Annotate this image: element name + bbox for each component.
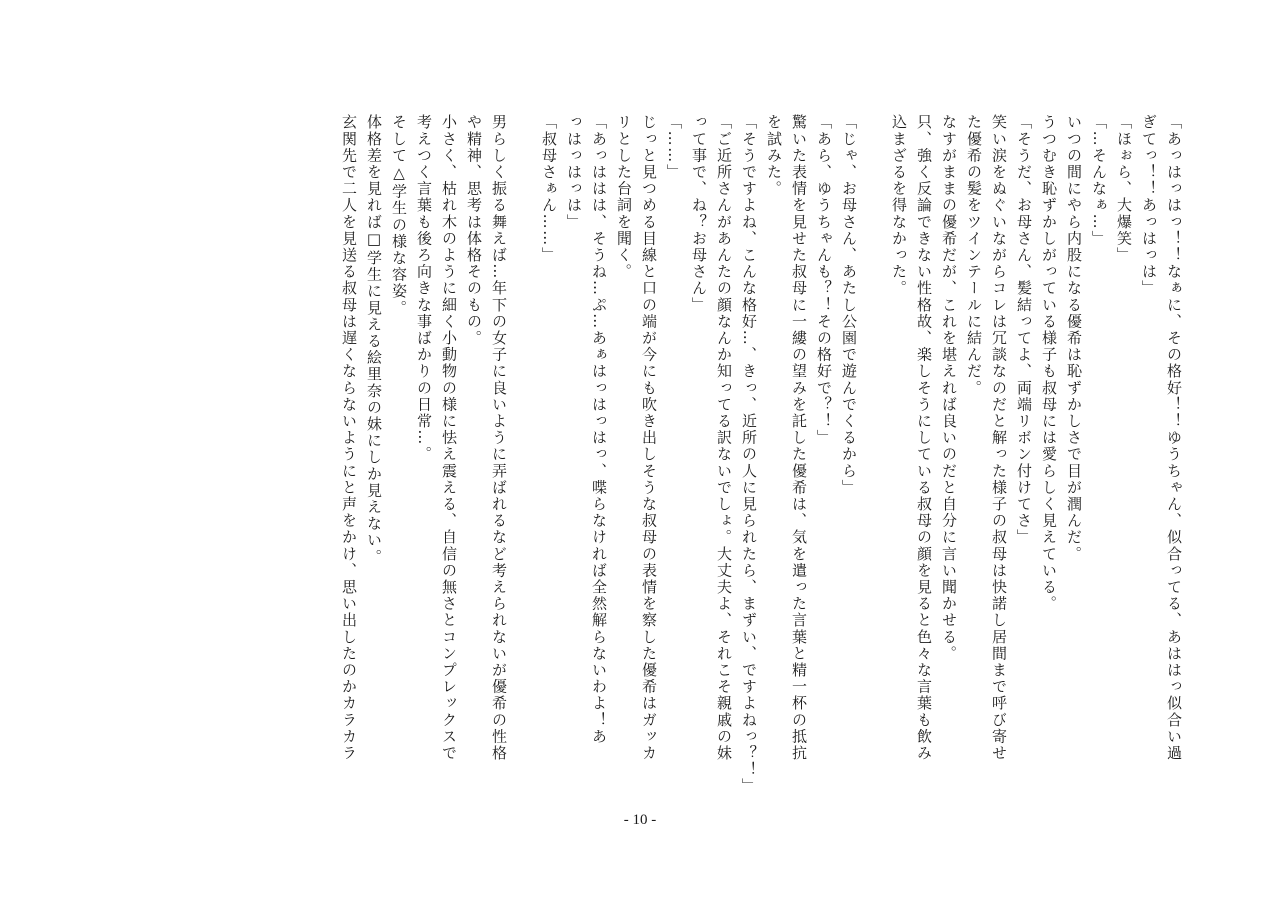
text-line: なすがままの優希だが、これを堪えれば良いのだと自分に言い聞かせる。 (940, 114, 958, 662)
text-line: じっと見つめる目線と口の端が今にも吹き出しそうな叔母の表情を察した優希はガッカ (640, 114, 658, 762)
text-line: や精神、思考は体格そのもの。 (465, 114, 483, 347)
text-line: 「あっははは、そうね…ぷ…あぁはっはっはっ、喋らなければ全然解らないわよ！あ (590, 114, 608, 745)
text-line: 只、強く反論できない性格故、楽しそうにしている叔母の顔を見ると色々な言葉も飲み (915, 114, 933, 762)
text-line: 「……」 (665, 114, 683, 181)
text-line: ぎてっ！！あっはっは」 (1140, 114, 1158, 297)
text-line: 体格差を見れば□学生に見える絵里奈の妹にしか見えない。 (365, 114, 383, 566)
text-line: 「叔母さぁん……」 (540, 114, 558, 264)
text-line: た優希の髪をツインテールに結んだ。 (965, 114, 983, 397)
text-line: 「ほぉら、大爆笑」 (1115, 114, 1133, 264)
page-number: - 10 - (623, 812, 657, 828)
text-line: 笑い涙をぬぐいながらコレは冗談なのだと解った様子の叔母は快諾し居間まで呼び寄せ (990, 114, 1008, 762)
text-line: って事で、ね？お母さん」 (690, 114, 708, 314)
blank-line (864, 114, 884, 814)
blank-line (514, 114, 534, 814)
text-line: 「じゃ、お母さん、あたし公園で遊んでくるから」 (840, 114, 858, 496)
text-line: いつの間にやら内股になる優希は恥ずかしさで目が潤んだ。 (1065, 114, 1083, 563)
text-line: 玄関先で二人を見送る叔母は遅くならないようにと声をかけ、思い出したのかカラカラ (340, 114, 358, 762)
text-line: 小さく、枯れ木のように細く小動物の様に怯え震える、自信の無さとコンプレックスで (440, 114, 458, 762)
text-line: 「あら、ゆうちゃんも？！その格好で？！」 (815, 114, 833, 446)
text-line: うつむき恥ずかしがっている様子も叔母には愛らしく見えている。 (1040, 114, 1058, 612)
text-line: 「そうだ、お母さん、髪結ってよ、両端リボン付けてさ」 (1015, 114, 1033, 546)
text-line: 男らしく振る舞えば…年下の女子に良いように弄ばれるなど考えられないが優希の性格 (490, 114, 508, 762)
text-line: 込まざるを得なかった。 (890, 114, 908, 297)
text-line: 「ご近所さんがあんたの顔なんか知ってる訳ないでしょ。大丈夫よ、それこそ親戚の妹 (715, 114, 733, 762)
text-line: 「あっはっはっ！！なぁに、その格好！！ゆうちゃん、似合ってる、あははっ似合い過 (1165, 114, 1183, 762)
text-line: リとした台詞を聞く。 (615, 114, 633, 280)
text-line: 考えつく言葉も後ろ向きな事ばかりの日常…。 (415, 114, 433, 463)
text-line: 「…そんなぁ…」 (1090, 114, 1108, 247)
text-line: 「そうですよね、こんな格好…、きっ、近所の人に見られたら、まずい、ですよねっ？！」 (740, 114, 758, 795)
text-line: を試みた。 (765, 114, 783, 197)
text-line: っはっはっは」 (565, 114, 583, 231)
text-line: そして△学生の様な容姿。 (390, 114, 408, 317)
text-line: 驚いた表情を見せた叔母に一縷の望みを託した優希は、気を遣った言葉と精一杯の抵抗 (790, 114, 808, 762)
